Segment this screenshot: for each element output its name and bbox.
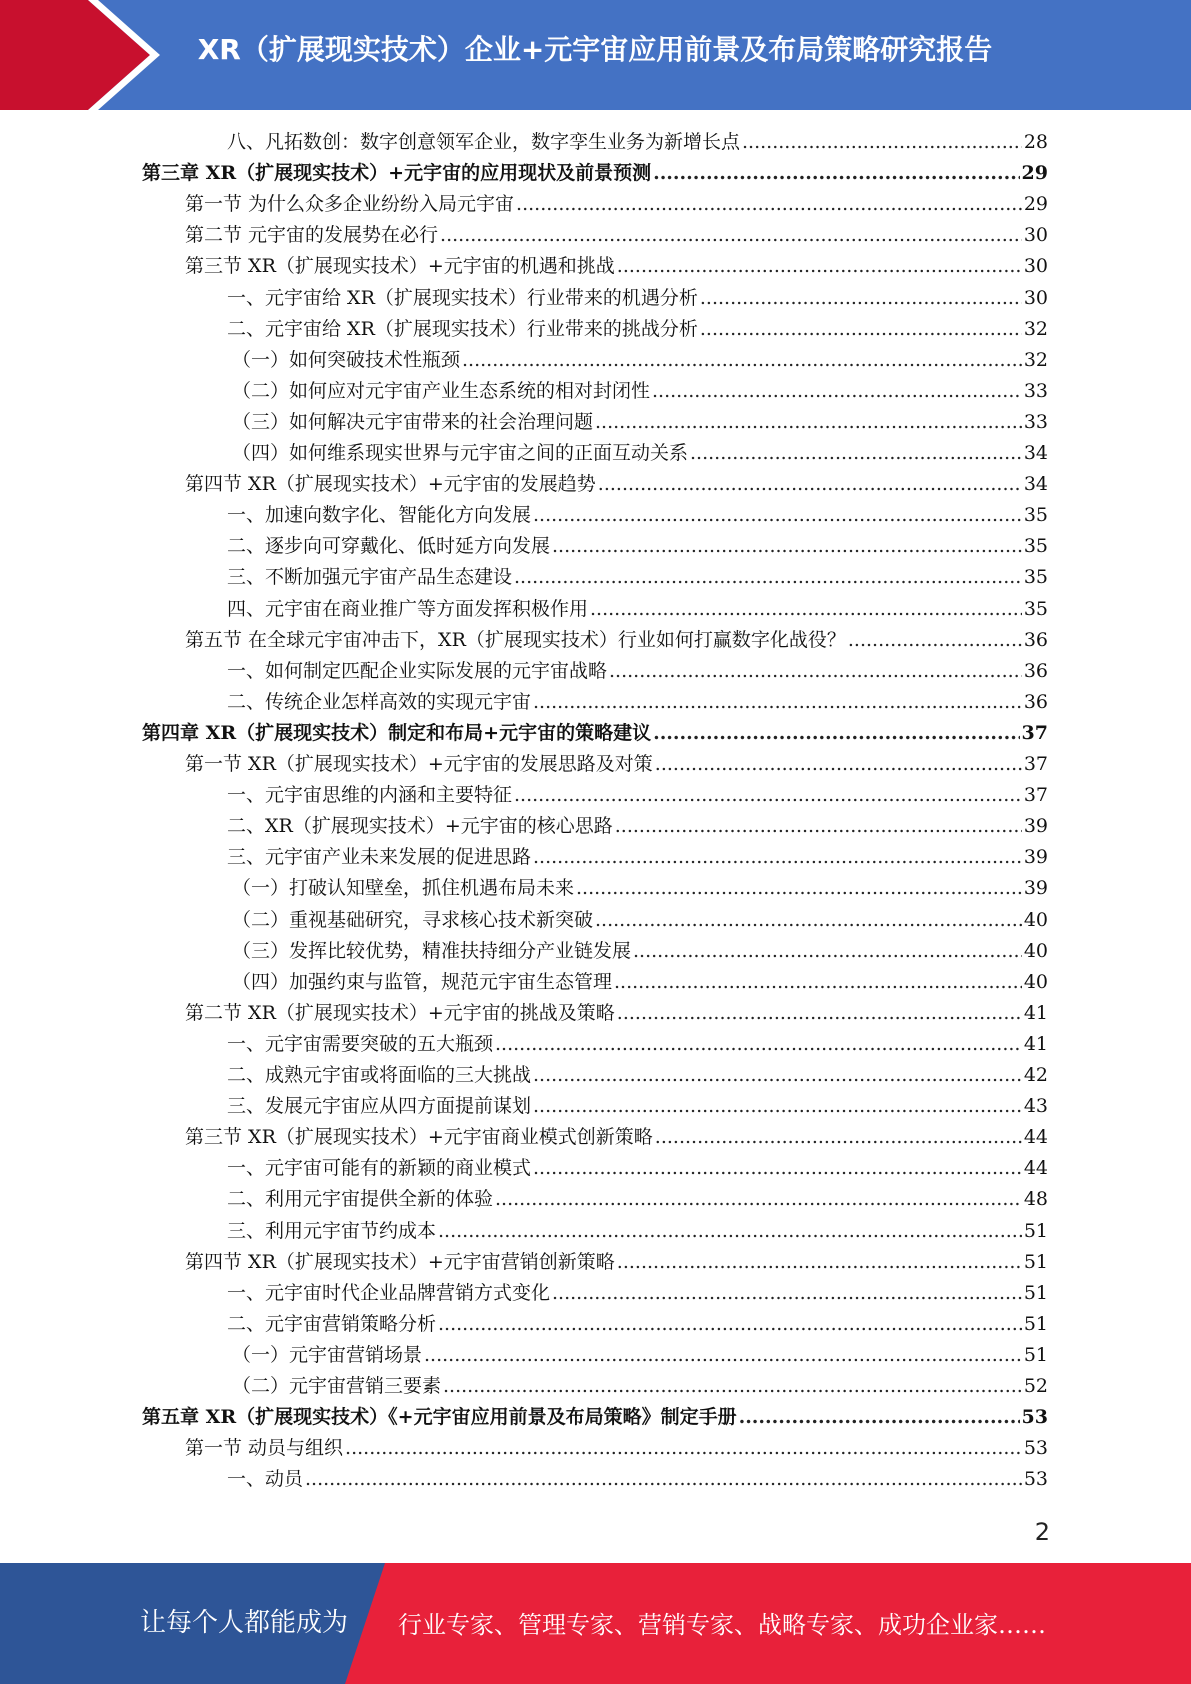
toc-dot-leader [533,1060,1022,1091]
toc-entry-page: 35 [1023,566,1048,589]
toc-entry[interactable] [227,500,1048,531]
toc-dot-leader [690,438,1022,469]
toc-entry-title: 第三章 XR（扩展现实技术）+元宇宙的应用现状及前景预测 [142,162,652,185]
toc-dot-leader [739,1402,1020,1433]
toc-entry-title: 一、如何制定匹配企业实际发展的元宇宙战略 [227,659,608,682]
toc-entry-title: （二）重视基础研究，寻求核心技术新突破 [232,908,594,931]
toc-entry-page: 51 [1023,1312,1048,1335]
toc-entry-page: 53 [1023,1468,1048,1491]
toc-dot-leader [462,345,1022,376]
toc-dot-leader [595,905,1022,936]
toc-entry-page: 28 [1023,131,1048,153]
toc-entry-title: 第一节 动员与组织 [185,1437,344,1460]
toc-dot-leader [533,500,1022,531]
toc-entry[interactable] [185,1247,1048,1278]
toc-dot-leader [655,1122,1022,1153]
toc-entry[interactable] [232,407,1048,438]
toc-entry-page: 37 [1023,784,1048,807]
toc-entry-title: 第三节 XR（扩展现实技术）+元宇宙的机遇和挑战 [185,255,615,278]
toc-entry-page: 51 [1023,1219,1048,1242]
footer-slogan-left: 让每个人都能成为 [140,1608,349,1638]
toc-entry-page: 51 [1023,1250,1048,1273]
toc-entry-title: 一、元宇宙需要突破的五大瓶颈 [227,1032,494,1055]
toc-entry-title: 二、逐步向可穿戴化、低时延方向发展 [227,535,551,558]
toc-dot-leader [848,625,1022,656]
toc-entry-page: 29 [1021,162,1048,185]
toc-entry-title: （一）打破认知壁垒，抓住机遇布局未来 [232,877,575,900]
toc-entry[interactable] [227,1184,1048,1215]
toc-entry[interactable] [227,1464,1048,1495]
toc-entry-title: （一）元宇宙营销场景 [232,1343,423,1366]
toc-entry-title: 二、成熟元宇宙或将面临的三大挑战 [227,1064,532,1086]
toc-entry-page: 30 [1023,255,1048,278]
toc-entry[interactable] [232,438,1048,469]
toc-dot-leader [700,283,1022,314]
toc-entry[interactable] [227,283,1048,314]
footer-banner [0,1563,1191,1684]
toc-entry-page: 43 [1023,1095,1048,1118]
toc-entry-title: 第三节 XR（扩展现实技术）+元宇宙商业模式创新策略 [185,1126,653,1149]
toc-entry-page: 39 [1023,877,1048,900]
toc-entry-page: 51 [1023,1343,1048,1366]
toc-entry-title: 二、元宇宙营销策略分析 [227,1312,437,1335]
toc-dot-leader [576,873,1022,904]
toc-entry-page: 34 [1023,473,1048,496]
toc-entry[interactable] [232,936,1048,967]
toc-entry[interactable] [227,314,1048,345]
toc-dot-leader [595,407,1022,438]
toc-dot-leader [617,1247,1022,1278]
toc-entry-page: 35 [1023,535,1048,558]
toc-entry[interactable] [185,998,1048,1029]
toc-entry-page: 34 [1023,442,1048,464]
toc-entry-page: 48 [1023,1188,1048,1211]
toc-entry-title: （四）如何维系现实世界与元宇宙之间的正面互动关系 [232,442,689,464]
toc-entry-page: 36 [1023,659,1048,682]
toc-dot-leader [533,687,1022,718]
toc-entry-title: 二、XR（扩展现实技术）+元宇宙的核心思路 [227,815,613,838]
toc-entry-page: 32 [1023,317,1048,340]
toc-entry[interactable] [185,749,1048,780]
toc-dot-leader [424,1340,1022,1371]
toc-entry[interactable] [185,1122,1048,1153]
toc-entry[interactable] [227,127,1048,158]
toc-entry-title: 第二节 元宇宙的发展势在必行 [185,224,439,247]
toc-entry[interactable] [227,531,1048,562]
toc-entry-title: （三）发挥比较优势，精准扶持细分产业链发展 [232,939,632,962]
toc-dot-leader [633,936,1022,967]
toc-entry[interactable] [185,1433,1048,1464]
toc-entry-title: 一、元宇宙给 XR（扩展现实技术）行业带来的机遇分析 [227,286,698,309]
toc-entry-page: 33 [1023,410,1048,433]
toc-entry[interactable] [227,687,1048,718]
toc-dot-leader [516,189,1022,220]
page-number: 2 [1034,1518,1050,1546]
toc-dot-leader [514,562,1022,593]
toc-entry[interactable] [232,1371,1048,1402]
toc-entry-page: 29 [1023,193,1048,216]
toc-entry-title: 第四节 XR（扩展现实技术）+元宇宙营销创新策略 [185,1250,615,1273]
toc-entry[interactable] [227,1091,1048,1122]
toc-dot-leader [495,1184,1022,1215]
toc-entry-page: 37 [1023,753,1048,775]
toc-entry[interactable] [227,780,1048,811]
toc-dot-leader [653,718,1019,749]
toc-entry-title: 四、元宇宙在商业推广等方面发挥积极作用 [227,597,589,620]
toc-entry-title: 二、元宇宙给 XR（扩展现实技术）行业带来的挑战分析 [227,317,698,340]
toc-entry-title: 一、元宇宙可能有的新颖的商业模式 [227,1157,532,1180]
toc-entry-title: 三、不断加强元宇宙产品生态建设 [227,566,513,589]
toc-entry-title: 一、元宇宙思维的内涵和主要特征 [227,784,513,807]
toc-entry-page: 40 [1023,908,1048,931]
header-red-arrow [0,0,150,110]
toc-entry[interactable] [227,1278,1048,1309]
toc-entry[interactable] [227,1060,1048,1091]
toc-entry-page: 53 [1021,1406,1048,1429]
toc-entry[interactable] [227,1029,1048,1060]
toc-entry-title: 一、元宇宙时代企业品牌营销方式变化 [227,1281,551,1304]
toc-dot-leader [700,314,1022,345]
header-banner [0,0,1191,110]
toc-entry-title: 第二节 XR（扩展现实技术）+元宇宙的挑战及策略 [185,1001,615,1024]
toc-dot-leader [742,127,1022,158]
toc-dot-leader [655,749,1022,780]
toc-dot-leader [552,531,1022,562]
toc-entry-title: 八、凡拓数创：数字创意领军企业，数字孪生业务为新增长点 [227,131,741,153]
toc-dot-leader [533,1091,1022,1122]
toc-dot-leader [438,1216,1022,1247]
toc-dot-leader [495,1029,1022,1060]
toc-entry-title: 第五节 在全球元宇宙冲击下，XR（扩展现实技术）行业如何打赢数字化战役？ [185,628,846,651]
toc-entry-page: 39 [1023,846,1048,869]
toc-entry-title: （四）加强约束与监管，规范元宇宙生态管理 [232,970,613,993]
toc-entry[interactable] [185,469,1048,500]
toc-entry-page: 39 [1023,815,1048,838]
toc-entry-page: 40 [1023,970,1048,993]
toc-entry[interactable] [142,158,1048,189]
toc-entry-page: 51 [1023,1281,1048,1304]
toc-dot-leader [443,1371,1022,1402]
toc-entry-page: 30 [1023,224,1048,247]
toc-entry-page: 36 [1023,690,1048,713]
toc-entry[interactable] [185,251,1048,282]
toc-entry-title: 第一节 XR（扩展现实技术）+元宇宙的发展思路及对策 [185,753,653,775]
toc-entry[interactable] [232,905,1048,936]
toc-entry[interactable] [232,345,1048,376]
toc-entry[interactable] [227,594,1048,625]
toc-dot-leader [552,1278,1022,1309]
toc-entry[interactable] [232,376,1048,407]
toc-entry[interactable] [142,718,1048,749]
toc-dot-leader [533,1153,1022,1184]
toc-dot-leader [617,251,1022,282]
toc-dot-leader [653,158,1019,189]
toc-dot-leader [615,811,1022,842]
toc-entry-page: 40 [1023,939,1048,962]
toc-dot-leader [609,656,1022,687]
toc-entry-title: 三、发展元宇宙应从四方面提前谋划 [227,1095,532,1118]
toc-entry[interactable] [227,562,1048,593]
toc-entry-title: （三）如何解决元宇宙带来的社会治理问题 [232,410,594,433]
toc-dot-leader [440,220,1022,251]
toc-entry[interactable] [185,625,1048,656]
toc-entry-page: 35 [1023,504,1048,527]
toc-entry-title: （二）元宇宙营销三要素 [232,1375,442,1397]
toc-entry-title: （二）如何应对元宇宙产业生态系统的相对封闭性 [232,379,651,402]
toc-entry-page: 41 [1023,1032,1048,1055]
footer-slogan-right: 行业专家、管理专家、营销专家、战略专家、成功企业家…… [398,1611,1046,1639]
toc-entry[interactable] [185,220,1048,251]
toc-entry-page: 37 [1021,721,1048,744]
toc-entry-page: 44 [1023,1126,1048,1149]
toc-dot-leader [305,1464,1022,1495]
toc-entry[interactable] [142,1402,1048,1433]
toc-entry[interactable] [185,189,1048,220]
toc-entry-title: 第四章 XR（扩展现实技术）制定和布局+元宇宙的策略建议 [142,721,652,744]
toc-entry-page: 44 [1023,1157,1048,1180]
toc-dot-leader [533,842,1022,873]
toc-entry-page: 53 [1023,1437,1048,1460]
toc-entry[interactable] [227,656,1048,687]
toc-entry-title: 三、元宇宙产业未来发展的促进思路 [227,846,532,869]
toc-entry-page: 35 [1023,597,1048,620]
toc-entry-page: 33 [1023,379,1048,402]
toc-entry[interactable] [227,1216,1048,1247]
toc-entry[interactable] [232,873,1048,904]
toc-entry[interactable] [227,1309,1048,1340]
toc-entry-page: 42 [1023,1064,1048,1086]
toc-entry-title: 一、动员 [227,1468,304,1491]
toc-entry-title: 三、利用元宇宙节约成本 [227,1219,437,1242]
toc-entry-page: 52 [1023,1375,1048,1397]
toc-dot-leader [652,376,1022,407]
document-title: XR（扩展现实技术）企业+元宇宙应用前景及布局策略研究报告 [197,33,993,66]
toc-dot-leader [438,1309,1022,1340]
toc-entry-title: 第一节 为什么众多企业纷纷入局元宇宙 [185,193,515,216]
toc-entry-page: 30 [1023,286,1048,309]
toc-dot-leader [514,780,1022,811]
toc-entry-page: 32 [1023,348,1048,371]
toc-dot-leader [345,1433,1022,1464]
toc-entry[interactable] [227,811,1048,842]
toc-entry-title: 第四节 XR（扩展现实技术）+元宇宙的发展趋势 [185,473,596,496]
toc-entry-page: 36 [1023,628,1048,651]
toc-entry[interactable] [227,1153,1048,1184]
toc-entry-title: （一）如何突破技术性瓶颈 [232,348,461,371]
toc-dot-leader [617,998,1022,1029]
toc-dot-leader [598,469,1022,500]
toc-entry[interactable] [232,967,1048,998]
toc-entry-title: 二、利用元宇宙提供全新的体验 [227,1188,494,1211]
toc-entry-title: 第五章 XR（扩展现实技术）《+元宇宙应用前景及布局策略》制定手册 [142,1406,737,1429]
toc-entry[interactable] [227,842,1048,873]
toc-entry-title: 一、加速向数字化、智能化方向发展 [227,504,532,527]
toc-entry-title: 二、传统企业怎样高效的实现元宇宙 [227,690,532,713]
toc-entry-page: 41 [1023,1001,1048,1024]
toc-entry[interactable] [232,1340,1048,1371]
toc-dot-leader [590,594,1022,625]
toc-dot-leader [614,967,1022,998]
